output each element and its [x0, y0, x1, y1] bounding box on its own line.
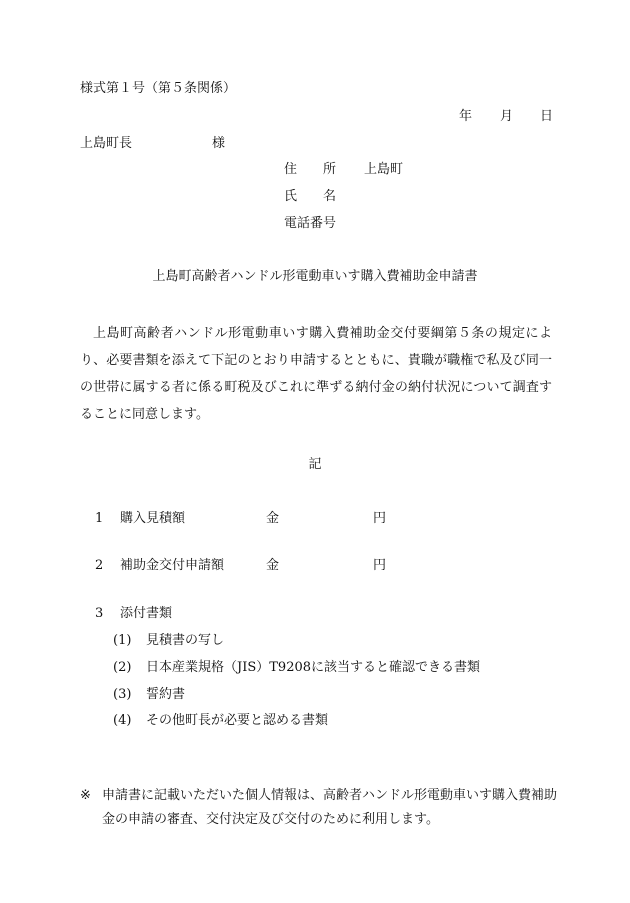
attachments-label: 添付書類: [120, 606, 173, 621]
attachment-1-number: (1): [113, 633, 132, 648]
ki-heading: 記: [308, 457, 322, 472]
item-1-label: 購入見積額: [120, 511, 186, 526]
item-1-kin: 金: [266, 511, 280, 526]
attachment-4-text: その他町長が必要と認める書類: [146, 713, 329, 728]
attachment-3-text: 誓約書: [146, 687, 186, 702]
body-paragraph: 上島町高齢者ハンドル形電動車いす購入費補助金交付要綱第５条の規定により、必要書類を添えて下記のとおり申請するとともに、貴職が職権で私及び同一の世帯に属する者に係る町税及びこれに準ずる納付金の納付状況について調査することに同意します。: [80, 326, 552, 422]
addressee-name: 上島町長: [80, 136, 133, 151]
attachment-4-number: (4): [113, 713, 132, 728]
attachment-2-number: (2): [113, 660, 132, 675]
attachment-1-text: 見積書の写し: [146, 633, 225, 648]
item-2-number: 2: [95, 558, 104, 573]
item-2-label: 補助金交付申請額: [120, 558, 225, 573]
date-month: 月: [500, 109, 514, 124]
date-year: 年: [459, 109, 473, 124]
item-1-yen: 円: [373, 511, 387, 526]
name-label: 氏 名: [284, 189, 337, 204]
address-value: 上島町: [364, 162, 404, 177]
notice-mark: ※: [80, 788, 91, 803]
attachments-number: 3: [95, 606, 104, 621]
notice-text: 申請書に記載いただいた個人情報は、高齢者ハンドル形電動車いす購入費補助金の申請の審査、交付決定及び交付のために利用します。: [102, 788, 558, 827]
form-number: 様式第１号（第５条関係）: [80, 81, 237, 96]
privacy-notice: [80, 784, 560, 832]
address-label: 住 所: [284, 162, 337, 177]
item-2-yen: 円: [373, 558, 387, 573]
attachment-3-number: (3): [113, 687, 132, 702]
addressee-honorific: 様: [212, 136, 226, 151]
item-2-kin: 金: [266, 558, 280, 573]
item-1-number: 1: [95, 511, 104, 526]
date-day: 日: [540, 109, 554, 124]
attachment-2-text: 日本産業規格（JIS）T9208に該当すると確認できる書類: [146, 660, 481, 675]
phone-label: 電話番号: [284, 216, 337, 231]
document-title: 上島町高齢者ハンドル形電動車いす購入費補助金申請書: [152, 269, 478, 284]
